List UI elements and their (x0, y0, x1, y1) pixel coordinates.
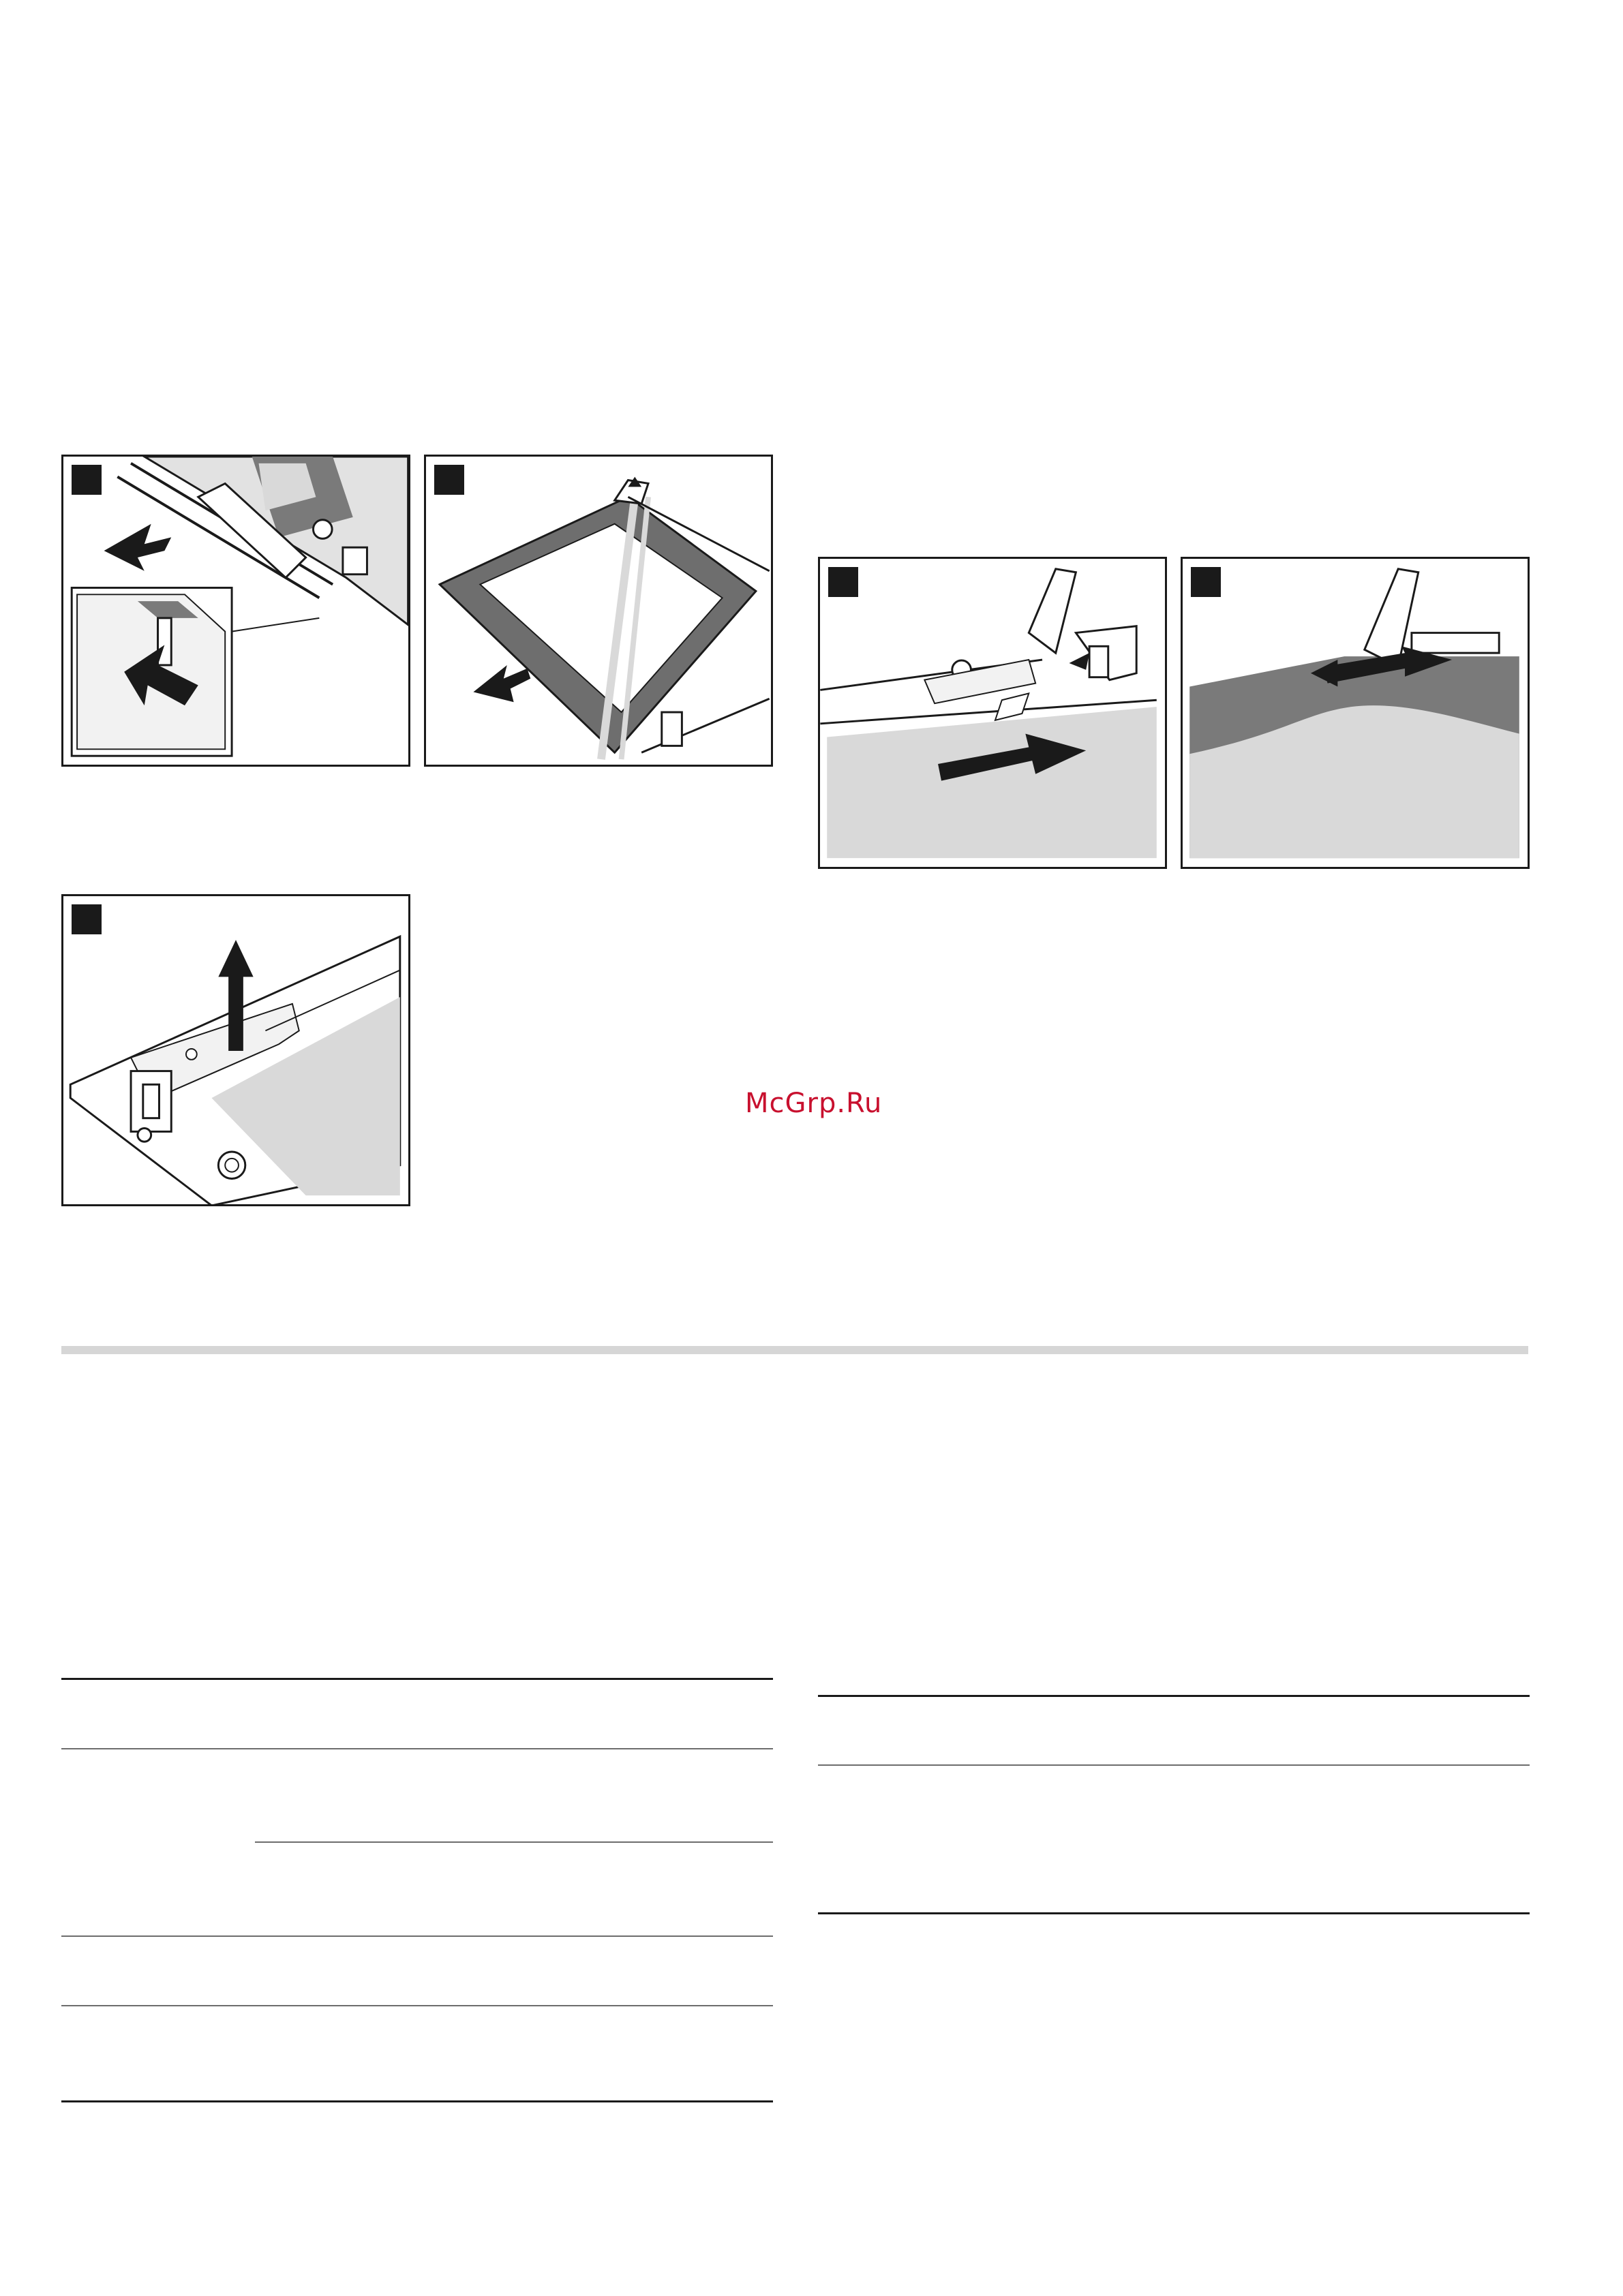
table-left-row-rule (61, 1748, 773, 1749)
illustration-2 (426, 457, 771, 765)
figure-1-remove-cover (61, 455, 410, 767)
table-left-row-rule (61, 2005, 773, 2006)
figure-2-remove-glass (424, 455, 773, 767)
table-right-row-rule (818, 1764, 1530, 1766)
arrow-down-left-icon (473, 665, 530, 702)
table-right-top-rule (818, 1695, 1530, 1697)
figure-5-refit-bracket (1181, 557, 1530, 869)
illustration-1 (63, 457, 408, 765)
arrow-small-icon (1070, 653, 1090, 670)
section-divider (61, 1346, 1528, 1354)
figure-3-lift-clip (61, 894, 410, 1206)
illustration-3 (63, 896, 408, 1204)
illustration-5 (1183, 559, 1528, 867)
table-left-row-rule (61, 1935, 773, 1937)
table-right-bottom-rule (818, 1912, 1530, 1914)
arrow-left-icon (104, 524, 172, 571)
arrow-up-icon (218, 940, 253, 977)
table-left-bottom-rule (61, 2100, 773, 2102)
watermark-text: McGrp.Ru (745, 1088, 883, 1119)
table-left-top-rule (61, 1678, 773, 1680)
table-left-subrow-rule (255, 1841, 773, 1843)
figure-4-slide-bracket (818, 557, 1167, 869)
illustration-4 (820, 559, 1165, 867)
